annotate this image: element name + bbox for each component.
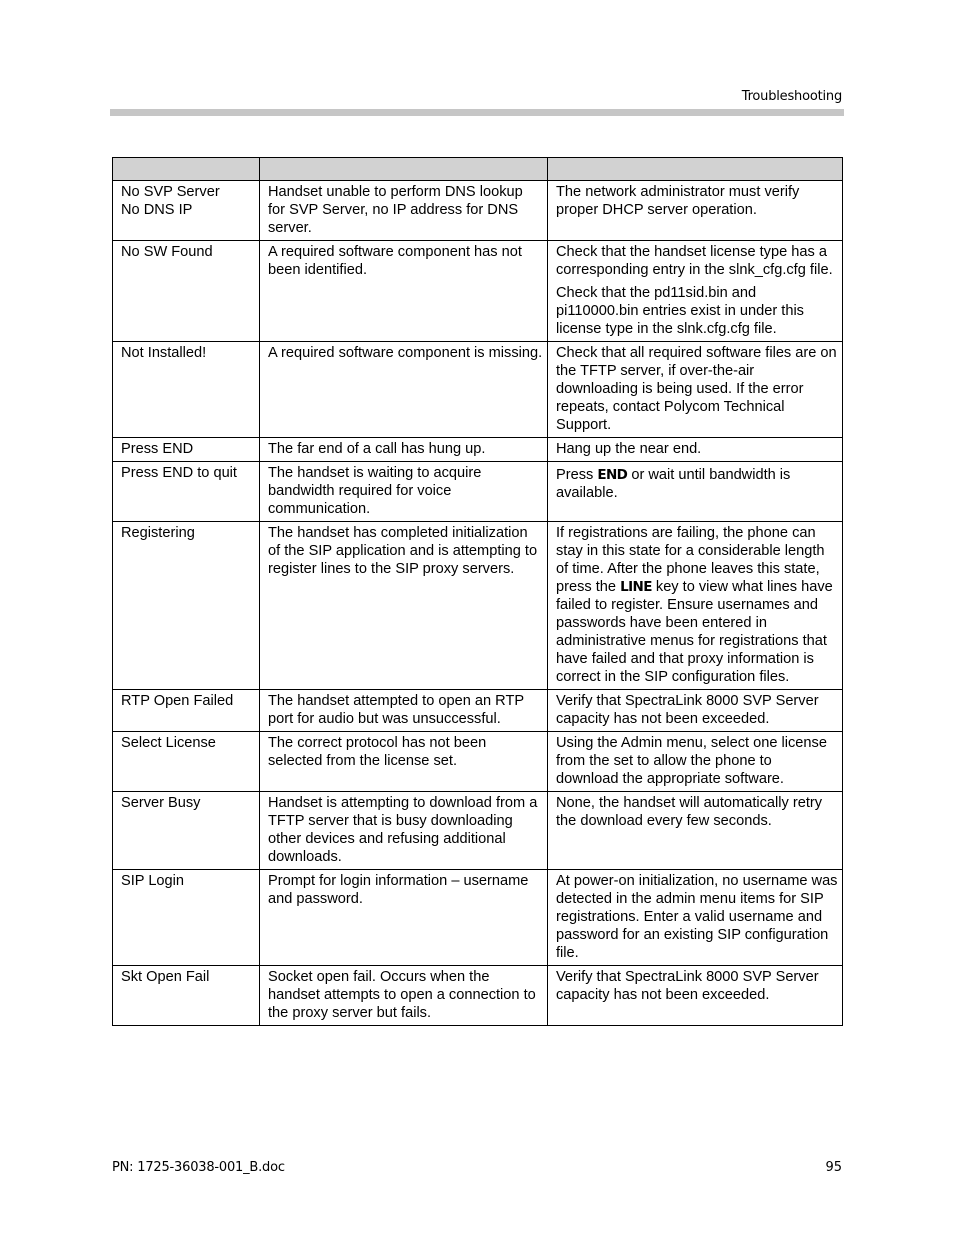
message-cell [113,792,260,870]
end-key-label: END [597,467,628,483]
footer-part-number: PN: 1725-36038-001_B.doc [112,1160,285,1175]
table-row [113,522,843,690]
table-row [113,792,843,870]
description-cell [260,690,548,732]
description-text: A required software component is missing. [268,345,543,361]
action-cell [548,241,843,342]
action-cell [548,966,843,1026]
description-cell [260,966,548,1026]
action-cell [548,181,843,241]
description-cell [260,732,548,792]
message-text: No SVP Server [121,184,220,200]
message-text: No DNS IP [121,202,193,218]
message-text: Press END to quit [121,465,237,481]
message-text: Select License [121,735,216,751]
message-cell [113,241,260,342]
action-text: Verify that SpectraLink 8000 SVP Server capacity has not been exceeded. [556,969,819,1003]
action-text: At power-on initialization, no username was detected in the admin menu items for SIP registrations. Enter a valid username and password for an existing SIP configuration file. [556,873,838,961]
message-cell [113,438,260,462]
description-cell [260,870,548,966]
action-text: Check that the pd11sid.bin and pi110000.bin entries exist in under this license type in the slnk.cfg.cfg file. [556,285,804,337]
description-cell [260,241,548,342]
message-text: Server Busy [121,795,201,811]
message-text: Press END [121,441,194,457]
table-row [113,342,843,438]
message-cell [113,732,260,792]
table-row [113,181,843,241]
action-cell [548,462,843,522]
action-cell [548,438,843,462]
action-text: Verify that SpectraLink 8000 SVP Server capacity has not been exceeded. [556,693,819,727]
description-text: Socket open fail. Occurs when the handset attempts to open a connection to the proxy server but fails. [268,969,536,1021]
action-cell [548,732,843,792]
action-cell [548,342,843,438]
table-row [113,462,843,522]
action-text-suffix: or wait until bandwidth is available. [556,467,791,501]
table-row [113,732,843,792]
description-text: Prompt for login information – username and password. [268,873,529,907]
running-header-title: Troubleshooting [741,89,842,104]
header-cell-action [548,158,843,181]
table-header-row [113,158,843,181]
message-text: RTP Open Failed [121,693,234,709]
description-text: The handset has completed initialization of the SIP application and is attempting to register lines to the SIP proxy servers. [268,525,538,577]
action-cell [548,522,843,690]
message-cell [113,690,260,732]
line-key-label: LINE [620,579,652,595]
message-text: Registering [121,525,195,541]
action-text: Check that the handset license type has a corresponding entry in the slnk_cfg.cfg file. [556,244,833,278]
message-cell [113,181,260,241]
message-cell [113,522,260,690]
description-cell [260,522,548,690]
message-cell [113,870,260,966]
action-text-prefix: If registrations are failing, the phone can stay in this state for a considerable length of time. After the phone leaves this state, press the [556,525,825,595]
header-cell-description [260,158,548,181]
description-cell [260,342,548,438]
description-text: The correct protocol has not been selected from the license set. [268,735,487,769]
description-text: The far end of a call has hung up. [268,441,486,457]
action-text-suffix: key to view what lines have failed to register. Ensure usernames and passwords have been entered in administrative menus for registrations that have failed and that proxy information is correct in the SIP configuration files. [556,579,833,685]
description-cell [260,438,548,462]
message-text: SIP Login [121,873,185,889]
message-text: No SW Found [121,244,213,260]
description-cell [260,462,548,522]
action-text: Check that all required software files are on the TFTP server, if over-the-air downloading is being used. If the error repeats, contact Polycom Technical Support. [556,345,837,433]
description-text: The handset attempted to open an RTP port for audio but was unsuccessful. [268,693,524,727]
action-text: Using the Admin menu, select one license from the set to allow the phone to download the appropriate software. [556,735,827,787]
message-cell [113,342,260,438]
action-text: The network administrator must verify proper DHCP server operation. [556,184,800,218]
message-text: Not Installed! [121,345,207,361]
troubleshooting-table [112,157,843,1026]
action-cell [548,870,843,966]
action-cell [548,792,843,870]
description-text: Handset is attempting to download from a TFTP server that is busy downloading other devices and refusing additional downloads. [268,795,538,865]
description-text: A required software component has not been identified. [268,244,522,278]
description-cell [260,181,548,241]
table-row [113,966,843,1026]
description-text: The handset is waiting to acquire bandwidth required for voice communication. [268,465,482,517]
description-cell [260,792,548,870]
table-row [113,870,843,966]
table-row [113,690,843,732]
description-text: Handset unable to perform DNS lookup for SVP Server, no IP address for DNS server. [268,184,523,236]
action-text: Hang up the near end. [556,441,702,457]
message-text: Skt Open Fail [121,969,210,985]
action-text: None, the handset will automatically retry the download every few seconds. [556,795,823,829]
action-cell [548,690,843,732]
table-row [113,438,843,462]
table-row [113,241,843,342]
footer-page-number: 95 [825,1160,842,1175]
header-rule [110,109,844,116]
message-cell [113,462,260,522]
message-cell [113,966,260,1026]
action-text-prefix: Press [556,467,598,483]
header-cell-message [113,158,260,181]
